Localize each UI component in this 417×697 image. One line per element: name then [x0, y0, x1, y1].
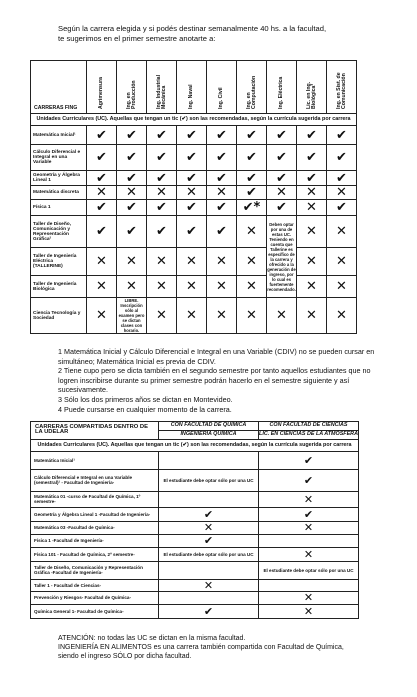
table-cell: [147, 126, 177, 145]
career-name: Ing. en Sist. de Comunicación: [335, 72, 347, 109]
table-cell: [147, 276, 177, 298]
table-cell: [259, 469, 359, 491]
table-cell: [237, 145, 267, 171]
cross-mark-icon: ✕: [186, 308, 197, 323]
table-cell: [147, 171, 177, 186]
table-cell: [207, 126, 237, 145]
check-mark-icon: ✔: [126, 127, 137, 143]
check-mark-icon: ✔: [216, 127, 227, 143]
career-header: [207, 61, 237, 114]
table-cell: [87, 145, 117, 171]
table-row: [31, 534, 359, 547]
table-cell: [177, 298, 207, 334]
table-cell: [207, 171, 237, 186]
table-cell: [87, 298, 117, 334]
intro-text: [58, 24, 378, 44]
check-mark-icon: ✔: [306, 150, 317, 165]
table-cell: [159, 491, 259, 507]
table-cell: [117, 276, 147, 298]
table-cell: [297, 145, 327, 171]
subject-name: Taller de Diseño, Comunicación y Representación Gráfica²: [31, 216, 87, 248]
table-row: [31, 561, 359, 579]
table-cell: [177, 248, 207, 276]
table-row: [31, 171, 357, 186]
cross-mark-icon: ✕: [336, 185, 347, 200]
shared-careers-label: CARRERAS COMPARTIDAS DENTRO DE LA UDELAR: [31, 422, 159, 440]
check-mark-icon: ✔: [96, 127, 107, 143]
table-cell: [87, 171, 117, 186]
table-cell: [147, 145, 177, 171]
uc-header-row: [31, 439, 359, 451]
check-mark-icon: ✔: [276, 127, 287, 143]
table-row: [31, 145, 357, 171]
career-header: [147, 61, 177, 114]
check-mark-icon: ✔: [126, 170, 137, 186]
check-mark-icon: ✔: [156, 200, 167, 215]
career-name: Ing. en Computación: [245, 75, 257, 109]
table-row: [31, 507, 359, 521]
check-mark-icon: ✔: [156, 170, 167, 186]
table-cell: [327, 126, 357, 145]
cross-mark-icon: ✕: [96, 308, 107, 323]
table-cell: [87, 126, 117, 145]
career-header: [177, 61, 207, 114]
career-header: [237, 61, 267, 114]
table-cell: [177, 276, 207, 298]
subject-name: Matemática Inicial¹: [31, 451, 159, 469]
check-mark-icon: ✔: [96, 170, 107, 186]
subject-name: Cálculo Diferencial e Integral en una Variable (semestral)¹ - Facultad de Ingeniería-: [31, 469, 159, 491]
table-cell: [297, 248, 327, 276]
check-mark-icon: ✔: [303, 453, 314, 467]
table-cell: [297, 276, 327, 298]
table-row: [31, 604, 359, 618]
attention-note: [58, 634, 388, 662]
table-row: [31, 298, 357, 334]
cross-mark-icon: ✕: [276, 185, 287, 200]
cross-mark-icon: ✕: [96, 254, 107, 269]
check-mark-icon: ✔: [276, 150, 287, 165]
check-mark-icon: ✔: [156, 150, 167, 165]
check-mark-icon: ✔: [96, 224, 107, 239]
table-cell: [267, 298, 297, 334]
table-cell: [117, 126, 147, 145]
cross-mark-icon: ✕: [246, 279, 257, 294]
table-cell: [117, 145, 147, 171]
table-cell: [147, 298, 177, 334]
header-row: [31, 61, 357, 114]
check-mark-icon: ✔: [276, 170, 287, 186]
cross-mark-icon: ✕: [203, 521, 214, 535]
cross-mark-icon: ✕: [336, 224, 347, 239]
table-cell: [259, 491, 359, 507]
career-header: [327, 61, 357, 114]
table-cell: [177, 186, 207, 200]
subject-name: Matemática 01 -curso de Facultad de Química, 1º semestre-: [31, 491, 159, 507]
check-mark-icon: ✔: [96, 150, 107, 165]
table-cell: [327, 298, 357, 334]
uc-header: Unidades Curriculares (UC). Aquellas que tengan un tic (✔) son las recomendadas, según la currícula sugerida por carrera: [31, 439, 359, 451]
table-cell: [87, 200, 117, 216]
cross-mark-icon: ✕: [156, 308, 167, 323]
subject-name: Taller 1 - Facultad de Ciencias-: [31, 579, 159, 591]
check-mark-icon: ✔: [246, 127, 257, 143]
cross-mark-icon: ✕: [156, 254, 167, 269]
table-cell: [159, 451, 259, 469]
quimica-career: INGENIERÍA QUÍMICA: [159, 430, 259, 439]
table-row: [31, 248, 357, 276]
shared-careers-table: [30, 421, 359, 619]
check-mark-icon: ✔: [216, 150, 227, 165]
subject-name: Física 101 - Facultad de Química, 2º semestre-: [31, 547, 159, 561]
cross-mark-icon: ✕: [303, 547, 314, 561]
subject-name: Taller de Diseño, Comunicación y Representación Gráfica -Facultad de Ingeniería-: [31, 561, 159, 579]
check-mark-icon: ✔: [246, 185, 257, 200]
check-mark-icon: ✔: [203, 534, 214, 548]
check-mark-icon: ✔: [126, 200, 137, 215]
table-cell: [297, 126, 327, 145]
table-cell: [237, 216, 267, 248]
cross-mark-icon: ✕: [306, 279, 317, 294]
cross-mark-icon: ✕: [336, 279, 347, 294]
check-mark-icon: ✔: [216, 224, 227, 239]
table-cell: [159, 604, 259, 618]
option-note: El estudiante debe optar sólo por una UC: [259, 561, 359, 579]
table-row: [31, 547, 359, 561]
career-header: [117, 61, 147, 114]
cross-mark-icon: ✕: [126, 185, 137, 200]
table-cell: [207, 186, 237, 200]
cross-mark-icon: ✕: [306, 200, 317, 215]
table-cell: [237, 200, 267, 216]
header-row: [31, 422, 359, 431]
check-mark-icon: ✔: [96, 200, 107, 215]
subject-name: Matemática discreta: [31, 186, 87, 200]
table-cell: [159, 521, 259, 534]
cross-mark-icon: ✕: [216, 308, 227, 323]
cross-mark-icon: ✕: [126, 254, 137, 269]
ciencias-career: LIC. EN CIENCIAS DE LA ATMÓSFERA: [259, 430, 359, 439]
table-cell: [267, 145, 297, 171]
table-cell: [327, 248, 357, 276]
career-name: Ing. Civil: [218, 87, 224, 109]
table-cell: [327, 171, 357, 186]
cross-mark-icon: ✕: [216, 254, 227, 269]
check-mark-icon: ✔: [306, 127, 317, 143]
check-mark-icon: ✔: [126, 224, 137, 239]
cross-mark-icon: ✕: [276, 308, 287, 323]
cross-mark-icon: ✕: [306, 308, 317, 323]
table-cell: [117, 171, 147, 186]
table-cell: [207, 276, 237, 298]
check-mark-icon: ✔: [246, 150, 257, 165]
table-cell: [177, 200, 207, 216]
check-mark-icon: ✔: [186, 224, 197, 239]
career-header: [87, 61, 117, 114]
uc-header: Unidades Curriculares (UC). Aquellas que tengan un tic (✔) son las recomendadas, según la currícula sugerida por carrera: [31, 114, 357, 126]
subject-name: Cálculo Diferencial e Integral en una Variable: [31, 145, 87, 171]
check-mark-icon: ✔: [156, 127, 167, 143]
table-cell: [147, 200, 177, 216]
check-mark-icon: ✔: [303, 473, 314, 487]
subject-name: Matemática 03 -Facultad de Química-: [31, 521, 159, 534]
table-cell: [259, 521, 359, 534]
cross-mark-icon: ✕: [156, 185, 167, 200]
footnote-4: 4 Puede cursarse en cualquier momento de la carrera.: [58, 404, 232, 414]
subject-name: Matemática Inicial¹: [31, 126, 87, 145]
table-cell: [237, 276, 267, 298]
table-cell: [237, 126, 267, 145]
cross-mark-icon: ✕: [96, 185, 107, 200]
fing-careers-table: [30, 60, 357, 334]
footnote-3: 3 Sólo los dos primeros años se dictan en Montevideo.: [58, 394, 233, 404]
table-cell: [117, 186, 147, 200]
table-cell: [159, 561, 259, 579]
table-cell: [259, 591, 359, 604]
table-cell: [267, 126, 297, 145]
check-mark-icon: ✔: [336, 127, 347, 143]
cross-mark-icon: ✕: [246, 254, 257, 269]
uc-header-row: [31, 114, 357, 126]
table-cell: [117, 200, 147, 216]
table-cell: [297, 186, 327, 200]
carreras-label: CARRERAS FING: [31, 61, 87, 114]
cross-mark-icon: ✕: [303, 492, 314, 506]
table-row: [31, 521, 359, 534]
table-cell: [177, 145, 207, 171]
subject-name: Química General 1- Facultad de Química-: [31, 604, 159, 618]
cross-mark-icon: ✕: [126, 279, 137, 294]
intro-line-1: Según la carrera elegida y si podés destinar semanalmente 40 hs. a la facultad,: [58, 24, 327, 33]
table-cell: [237, 298, 267, 334]
subject-name: Taller de Ingeniería Eléctrica (TALLERINE): [31, 248, 87, 276]
table-cell: [117, 216, 147, 248]
table-cell: [259, 547, 359, 561]
cross-mark-icon: ✕: [306, 254, 317, 269]
table-cell: [207, 216, 237, 248]
table-row: [31, 591, 359, 604]
table-cell: [327, 216, 357, 248]
table-cell: [259, 579, 359, 591]
subject-name: Ciencia Tecnología y Sociedad: [31, 298, 87, 334]
electrica-note: Deben optar por una de estas UC. Teniendo en cuenta que Tallerine es específico de la carrera y ofrecido a la generación de ingreso, por lo cual es fuertemente recomendado.: [267, 216, 297, 298]
quimica-header: CON FACULTAD DE QUÍMICA: [159, 422, 259, 431]
table-cell: [259, 451, 359, 469]
subject-name: Geometría y Álgebra Lineal 1: [31, 171, 87, 186]
check-mark-icon: ✔*: [242, 200, 261, 215]
subject-name: Geometría y Álgebra Lineal 1 -Facultad de Ingeniería-: [31, 507, 159, 521]
cross-mark-icon: ✕: [246, 308, 257, 323]
footnotes: [58, 347, 378, 414]
check-mark-icon: ✔: [246, 170, 257, 186]
check-mark-icon: ✔: [203, 507, 214, 521]
table-row: [31, 126, 357, 145]
career-name: Agrimensura: [98, 77, 104, 109]
table-cell: [267, 171, 297, 186]
table-cell: [237, 171, 267, 186]
cross-mark-icon: ✕: [246, 224, 257, 239]
table-row: [31, 216, 357, 248]
cross-mark-icon: ✕: [336, 254, 347, 269]
table-cell: [147, 186, 177, 200]
table-cell: [147, 216, 177, 248]
cross-mark-icon: ✕: [186, 279, 197, 294]
career-name: Ing. Industrial Mecánica: [155, 74, 167, 109]
cross-mark-icon: ✕: [186, 185, 197, 200]
career-name: Ing. Naval: [188, 84, 194, 109]
table-cell: [87, 216, 117, 248]
table-row: [31, 186, 357, 200]
check-mark-icon: ✔: [186, 200, 197, 215]
check-mark-icon: ✔: [306, 170, 317, 186]
cross-mark-icon: ✕: [303, 604, 314, 618]
check-mark-icon: ✔: [276, 200, 287, 215]
cross-mark-icon: ✕: [203, 578, 214, 592]
option-note: El estudiante debe optar sólo por una UC: [159, 547, 259, 561]
table-cell: [327, 200, 357, 216]
career-name: Lic. en Ing. Biológica³: [305, 81, 317, 109]
cross-mark-icon: ✕: [303, 521, 314, 535]
subject-name: Prevención y Riesgos- Facultad de Química-: [31, 591, 159, 604]
table-row: [31, 276, 357, 298]
check-mark-icon: ✔: [336, 170, 347, 186]
table-cell: [87, 248, 117, 276]
check-mark-icon: ✔: [126, 150, 137, 165]
cross-mark-icon: ✕: [96, 279, 107, 294]
table-cell: [207, 298, 237, 334]
subject-name: Taller de Ingeniería Biológica: [31, 276, 87, 298]
cross-mark-icon: ✕: [303, 591, 314, 605]
table-cell: [237, 248, 267, 276]
check-mark-icon: ✔: [156, 224, 167, 239]
table-cell: [297, 171, 327, 186]
table-cell: [297, 200, 327, 216]
table-cell: [297, 298, 327, 334]
attention-line-2: INGENIERÍA EN ALIMENTOS es una carrera también compartida con Facultad de Química,: [58, 644, 344, 652]
table-row: [31, 579, 359, 591]
table-cell: [327, 145, 357, 171]
table-cell: [117, 248, 147, 276]
table-row: [31, 200, 357, 216]
cross-mark-icon: ✕: [186, 254, 197, 269]
cross-mark-icon: ✕: [306, 185, 317, 200]
table-cell: [159, 507, 259, 521]
cross-mark-icon: ✕: [156, 279, 167, 294]
libre-note: LIBRE. Inscripción sólo al examen pero se dictan clases con horario.: [117, 298, 147, 334]
table-cell: [259, 604, 359, 618]
table-cell: [159, 579, 259, 591]
career-name: Ing. en Producción: [125, 80, 137, 109]
check-mark-icon: ✔: [216, 170, 227, 186]
subject-name: Física 1 -Facultad de Ingeniería-: [31, 534, 159, 547]
cross-mark-icon: ✕: [306, 224, 317, 239]
table-cell: [267, 186, 297, 200]
table-row: [31, 451, 359, 469]
table-cell: [177, 216, 207, 248]
table-cell: [87, 276, 117, 298]
table-cell: [159, 534, 259, 547]
cross-mark-icon: ✕: [336, 308, 347, 323]
table-cell: [259, 507, 359, 521]
table-row: [31, 469, 359, 491]
check-mark-icon: ✔: [186, 170, 197, 186]
check-mark-icon: ✔: [203, 604, 214, 618]
check-mark-icon: ✔: [336, 200, 347, 215]
table-cell: [327, 276, 357, 298]
cross-mark-icon: ✕: [216, 279, 227, 294]
table-cell: [267, 200, 297, 216]
table-cell: [297, 216, 327, 248]
table-cell: [207, 248, 237, 276]
check-mark-icon: ✔: [336, 150, 347, 165]
option-note: El estudiante debe optar sólo por una UC: [159, 469, 259, 491]
check-mark-icon: ✔: [216, 200, 227, 215]
intro-line-2: te sugerimos en el primer semestre anotarte a:: [58, 34, 216, 43]
table-cell: [207, 200, 237, 216]
career-name: Ing. Eléctrica: [278, 76, 284, 109]
footnote-1: 1 Matemática Inicial y Cálculo Diferencial e Integral en una Variable (CDIV) no se pueden cursar en simultáneo; Matemática Inicial es previa de CDIV.: [58, 347, 375, 366]
table-cell: [207, 145, 237, 171]
table-cell: [237, 186, 267, 200]
table-cell: [259, 534, 359, 547]
career-header: [297, 61, 327, 114]
check-mark-icon: ✔: [186, 150, 197, 165]
attention-line-1: ATENCIÓN: no todas las UC se dictan en la misma facultad.: [58, 635, 246, 642]
table-cell: [147, 248, 177, 276]
table-cell: [87, 186, 117, 200]
check-mark-icon: ✔: [186, 127, 197, 143]
cross-mark-icon: ✕: [216, 185, 227, 200]
table-cell: [327, 186, 357, 200]
table-cell: [177, 126, 207, 145]
subject-name: Física 1: [31, 200, 87, 216]
attention-line-3: siendo el ingreso SÓLO por dicha facultad.: [58, 653, 192, 661]
footnote-2: 2 Tiene cupo pero se dicta también en el segundo semestre por tanto aquellos estudiantes que no logren inscribirse durante su primer semestre podrán hacerlo en el semestre siguiente y así sucesivamente.: [58, 366, 371, 395]
ciencias-header: CON FACULTAD DE CIENCIAS: [259, 422, 359, 431]
table-cell: [177, 171, 207, 186]
check-mark-icon: ✔: [303, 507, 314, 521]
table-cell: [159, 591, 259, 604]
table-row: [31, 491, 359, 507]
career-header: [267, 61, 297, 114]
